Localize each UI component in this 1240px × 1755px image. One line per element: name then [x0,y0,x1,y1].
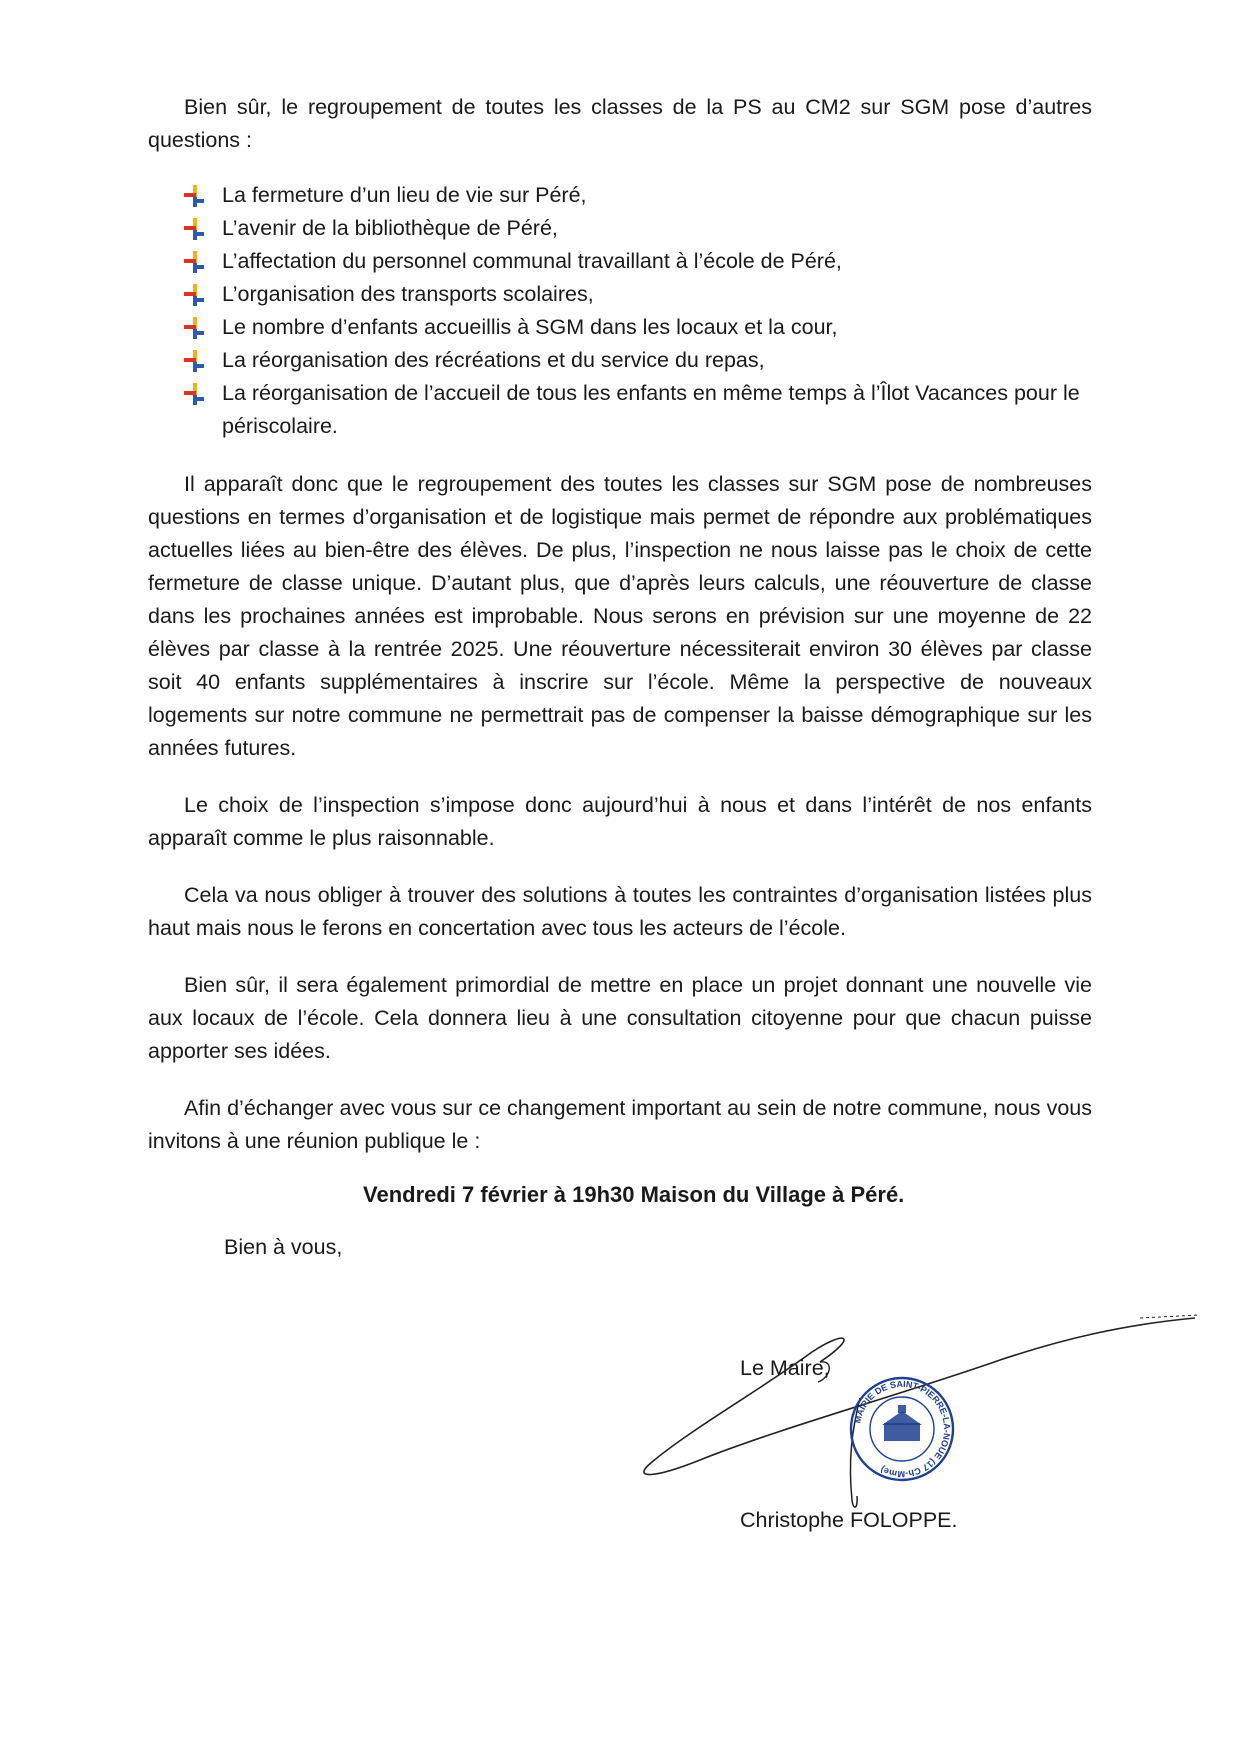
letter-body [148,91,1092,1264]
list-item-text: L’affectation du personnel communal travaillant à l’école de Péré, [222,249,842,273]
svg-text:MAIRIE DE SAINT-PIERRE-LA-NOUE [852,1379,952,1479]
list-item-text: L’organisation des transports scolaires, [222,282,594,306]
list-item-text: La fermeture d’un lieu de vie sur Péré, [222,183,587,207]
paragraph-project: Bien sûr, il sera également primordial de mettre en place un projet donnant une nouvelle vie aux locaux de l’école. Cela donnera lieu à une consultation citoyenne pour que chacun puisse apporter ses idées. [148,973,1092,1063]
list-item [222,245,1092,278]
signatory-title: Le Maire, [740,1356,830,1380]
paragraph-constraints: Cela va nous obliger à trouver des solutions à toutes les contraintes d’organisation listées plus haut mais nous le ferons en concertation avec tous les acteurs de l’école. [148,883,1092,940]
list-item-text: Le nombre d’enfants accueillis à SGM dans les locaux et la cour, [222,315,838,339]
arrow-bullet-icon [184,218,204,240]
intro-paragraph: Bien sûr, le regroupement de toutes les classes de la PS au CM2 sur SGM pose d’autres questions : [148,95,1092,152]
arrow-bullet-icon [184,185,204,207]
closing-salutation: Bien à vous, [224,1235,343,1259]
paragraph-invitation: Afin d’échanger avec vous sur ce changement important au sein de notre commune, nous vous invitons à une réunion publique le : [148,1096,1092,1153]
paragraph-situation: Il apparaît donc que le regroupement des toutes les classes sur SGM pose de nombreuses questions en termes d’organisation et de logistique mais permet de répondre aux problématiques actuelles liées au bien-être des élèves. De plus, l’inspection ne nous laisse pas le choix de cette fermeture de classe unique. D’autant plus, que d’après leurs calculs, une réouverture de classe dans les prochaines années est improbable. Nous serons en prévision sur une moyenne de 22 élèves par classe à la rentrée 2025. Une réouverture nécessiterait environ 30 élèves par classe soit 40 enfants supplémentaires à inscrire sur l’école. Même la perspective de nouveaux logements sur notre commune ne permettrait pas de compenser la baisse démographique sur les années futures. [148,472,1092,760]
paragraph-choice: Le choix de l’inspection s’impose donc aujourd’hui à nous et dans l’intérêt de nos enfants apparaît comme le plus raisonnable. [148,793,1092,850]
arrow-bullet-icon [184,317,204,339]
arrow-bullet-icon [184,383,204,405]
list-item [222,179,1092,212]
arrow-bullet-icon [184,284,204,306]
list-item [222,377,1092,443]
meeting-announcement: Vendredi 7 février à 19h30 Maison du Village à Péré. [363,1182,905,1207]
list-item-text: La réorganisation des récréations et du service du repas, [222,348,765,372]
arrow-bullet-icon [184,251,204,273]
arrow-bullet-icon [184,350,204,372]
list-item-text: L’avenir de la bibliothèque de Péré, [222,216,558,240]
signatory-name: Christophe FOLOPPE. [740,1508,958,1532]
list-item [222,278,1092,311]
list-item [222,212,1092,245]
list-item [222,344,1092,377]
list-item-text: La réorganisation de l’accueil de tous les enfants en même temps à l’Îlot Vacances pour le périscolaire. [222,381,1080,438]
seal-text: MAIRIE DE SAINT-PIERRE-LA-NOUE (17 Ch-Mme) [852,1378,953,1480]
list-item [222,311,1092,344]
questions-list [148,179,1092,443]
town-seal-stamp [848,1375,956,1483]
